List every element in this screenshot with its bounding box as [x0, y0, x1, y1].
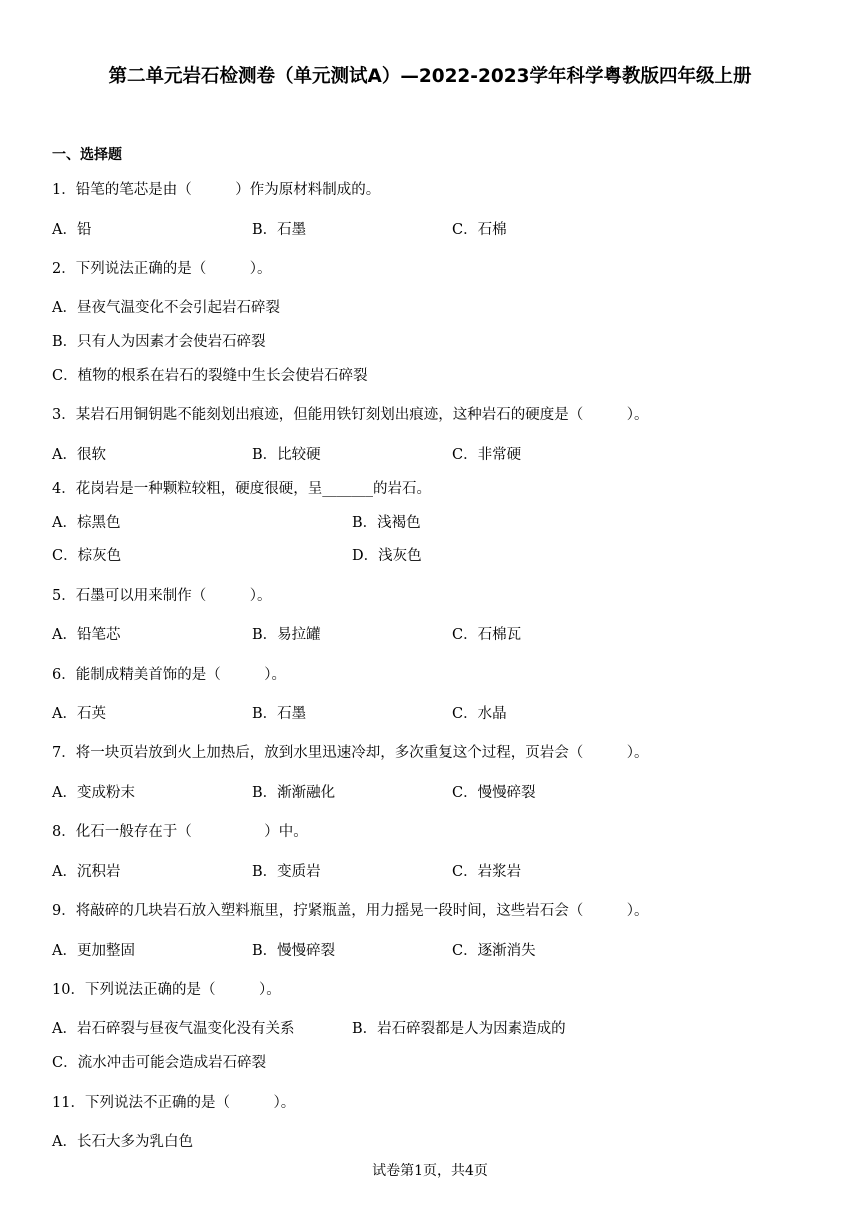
page-title: 第二单元岩石检测卷（单元测试A）—2022-2023学年科学粤教版四年级上册: [108, 66, 752, 87]
question-stem: 7．将一块页岩放到火上加热后，放到水里迅速冷却，多次重复这个过程，页岩会（ ）。: [52, 745, 649, 761]
option: B．浅褐色: [352, 515, 421, 531]
option: B．石墨: [252, 222, 307, 238]
option: A．昼夜气温变化不会引起岩石碎裂: [52, 300, 280, 316]
option: A．棕黑色: [52, 515, 121, 531]
option: B．渐渐融化: [252, 785, 336, 801]
question-stem: 4．花岗岩是一种颗粒较粗，硬度很硬，呈_______的岩石。: [52, 481, 431, 497]
option: C．水晶: [452, 706, 507, 722]
question-stem: 2．下列说法正确的是（ ）。: [52, 261, 272, 277]
option: C．慢慢碎裂: [452, 785, 536, 801]
option: D．浅灰色: [352, 548, 422, 564]
option: A．沉积岩: [52, 864, 121, 880]
question-stem: 1．铅笔的笔芯是由（ ）作为原材料制成的。: [52, 182, 381, 198]
option: B．比较硬: [252, 447, 321, 463]
question-stem: 6．能制成精美首饰的是（ ）。: [52, 667, 286, 683]
option: C．棕灰色: [52, 548, 122, 564]
option: C．非常硬: [452, 447, 522, 463]
question-stem: 5．石墨可以用来制作（ ）。: [52, 588, 272, 604]
question-stem: 10．下列说法正确的是（ ）。: [52, 982, 281, 998]
option: C．植物的根系在岩石的裂缝中生长会使岩石碎裂: [52, 368, 368, 384]
section-heading: 一、选择题: [52, 147, 122, 163]
question-stem: 8．化石一般存在于（ ）中。: [52, 824, 308, 840]
option: A．长石大多为乳白色: [52, 1134, 193, 1150]
option: A．铅: [52, 222, 92, 238]
option: C．石棉: [452, 222, 507, 238]
option: B．只有人为因素才会使岩石碎裂: [52, 334, 266, 350]
option: C．流水冲击可能会造成岩石碎裂: [52, 1055, 267, 1071]
option: A．岩石碎裂与昼夜气温变化没有关系: [52, 1021, 295, 1037]
option: A．很软: [52, 447, 106, 463]
option: B．岩石碎裂都是人为因素造成的: [352, 1021, 566, 1037]
option: B．易拉罐: [252, 627, 321, 643]
question-stem: 3．某岩石用铜钥匙不能刻划出痕迹，但能用铁钉刻划出痕迹，这种岩石的硬度是（ ）。: [52, 407, 649, 423]
question-stem: 11．下列说法不正确的是（ ）。: [52, 1095, 296, 1111]
option: C．岩浆岩: [452, 864, 522, 880]
option: A．更加整固: [52, 943, 135, 959]
option: A．石英: [52, 706, 106, 722]
option: B．石墨: [252, 706, 307, 722]
option: A．变成粉末: [52, 785, 135, 801]
question-stem: 9．将敲碎的几块岩石放入塑料瓶里，拧紧瓶盖，用力摇晃一段时间，这些岩石会（ ）。: [52, 903, 649, 919]
option: A．铅笔芯: [52, 627, 121, 643]
option: B．慢慢碎裂: [252, 943, 336, 959]
option: C．石棉瓦: [452, 627, 522, 643]
option: C．逐渐消失: [452, 943, 536, 959]
page-footer: 试卷第1页，共4页: [372, 1163, 488, 1179]
option: B．变质岩: [252, 864, 321, 880]
